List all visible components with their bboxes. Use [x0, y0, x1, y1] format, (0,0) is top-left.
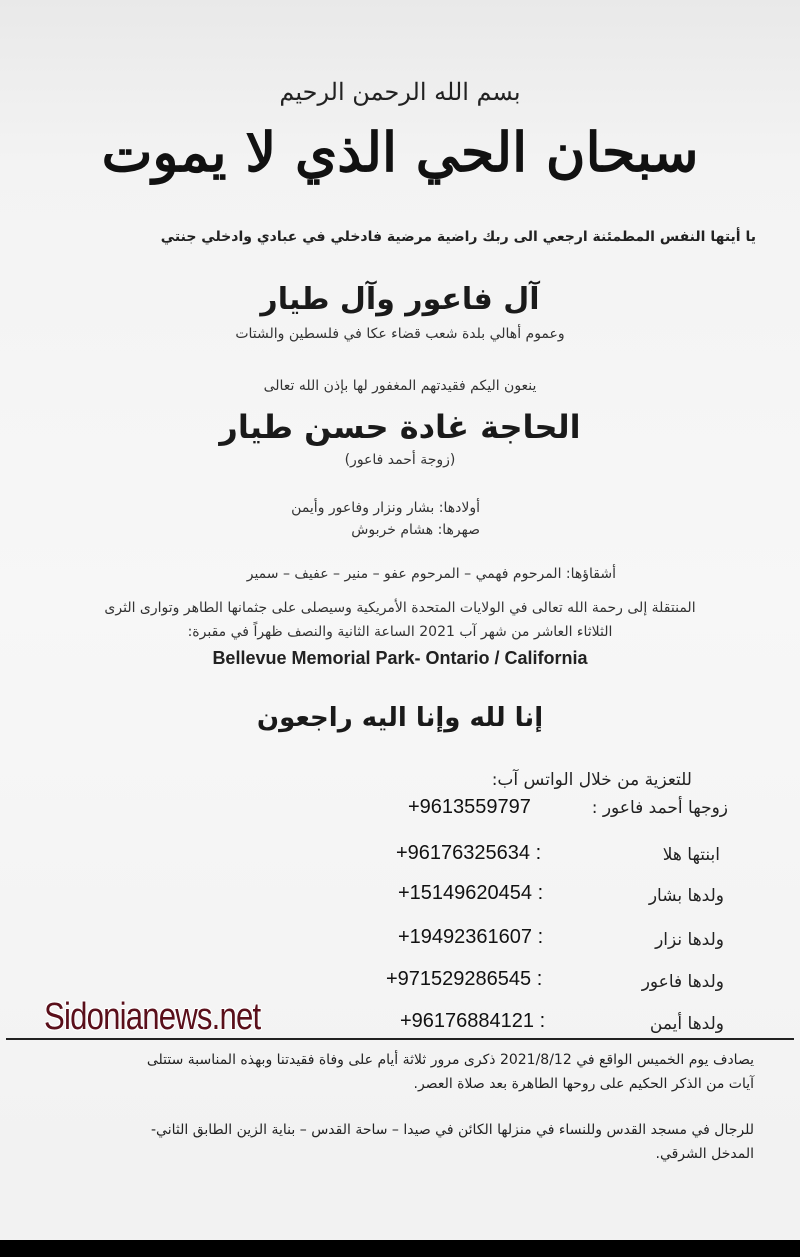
- condolence-phone-son-ayman[interactable]: +96176884121 :: [400, 1010, 546, 1032]
- passing-line-1: المنتقلة إلى رحمة الله تعالى في الولايات المتحدة الأمريكية وسيصلى على جثمانها الطاهر وتوارى الثرى: [104, 600, 696, 616]
- basmala-heading: بسم الله الرحمن الرحيم: [279, 78, 521, 106]
- son-in-law: صهرها: هشام خربوش: [351, 522, 480, 538]
- site-watermark: Sidonianews.net: [44, 996, 261, 1038]
- spouse-note: (زوجة أحمد فاعور): [344, 452, 456, 468]
- condolence-phone-son-bashar[interactable]: +15149620454 :: [398, 882, 544, 904]
- venue-line-1: للرجال في مسجد القدس وللنساء في منزلها الكائن في صيدا – ساحة القدس – بناية الزين الطابق الثاني-: [150, 1122, 754, 1138]
- children-list: أولادها: بشار ونزار وفاعور وأيمن: [291, 500, 480, 516]
- mourning-intro: ينعون اليكم فقيدتهم المغفور لها بإذن الله تعالى: [263, 378, 537, 394]
- quran-verse: يا أيتها النفس المطمئنة ارجعي الى ربك راضية مرضية فادخلي في عبادي وادخلي جنتي: [160, 229, 756, 245]
- condolence-phone-son-nizar[interactable]: +19492361607 :: [398, 926, 544, 948]
- condolence-phone-daughter-hala[interactable]: +96176325634 :: [396, 842, 542, 864]
- passing-line-2: الثلاثاء العاشر من شهر آب 2021 الساعة الثانية والنصف ظهراً في مقبرة:: [187, 624, 613, 640]
- bottom-bar: [0, 1240, 800, 1257]
- condolence-name-son-nizar: ولدها نزار: [655, 930, 724, 950]
- cemetery-name: Bellevue Memorial Park- Ontario / California: [212, 648, 588, 668]
- inna-lillah-phrase: إنا لله وإنا اليه راجعون: [256, 703, 544, 733]
- family-names: آل فاعور وآل طيار: [260, 282, 540, 317]
- calligraphy-title: سبحان الحي الذي لا يموت: [101, 120, 699, 184]
- condolence-phone-spouse[interactable]: +9613559797: [408, 796, 531, 818]
- condolence-name-son-bashar: ولدها بشار: [648, 886, 724, 906]
- families-subtitle: وعموم أهالي بلدة شعب قضاء عكا في فلسطين والشتات: [235, 326, 565, 342]
- condolence-title: للتعزية من خلال الواتس آب:: [491, 770, 692, 790]
- deceased-name: الحاجة غادة حسن طيار: [219, 408, 581, 446]
- section-divider: [6, 1038, 794, 1040]
- memorial-notice-line-2: آيات من الذكر الحكيم على روحها الطاهرة بعد صلاة العصر.: [413, 1076, 754, 1092]
- venue-line-2: المدخل الشرقي.: [655, 1146, 754, 1162]
- siblings-list: أشقاؤها: المرحوم فهمي – المرحوم عفو – منير – عفيف – سمير: [246, 566, 616, 582]
- condolence-name-spouse: زوجها أحمد فاعور :: [591, 798, 728, 818]
- memorial-notice-line-1: يصادف يوم الخميس الواقع في 2021/8/12 ذكرى مرور ثلاثة أيام على وفاة فقيدتنا وبهذه المناسبة ستتلى: [146, 1052, 754, 1068]
- condolence-name-daughter-hala: ابنتها هلا: [662, 845, 720, 865]
- condolence-name-son-ayman: ولدها أيمن: [649, 1014, 724, 1034]
- condolence-phone-son-faour[interactable]: +971529286545 :: [386, 968, 543, 990]
- condolence-name-son-faour: ولدها فاعور: [641, 972, 724, 992]
